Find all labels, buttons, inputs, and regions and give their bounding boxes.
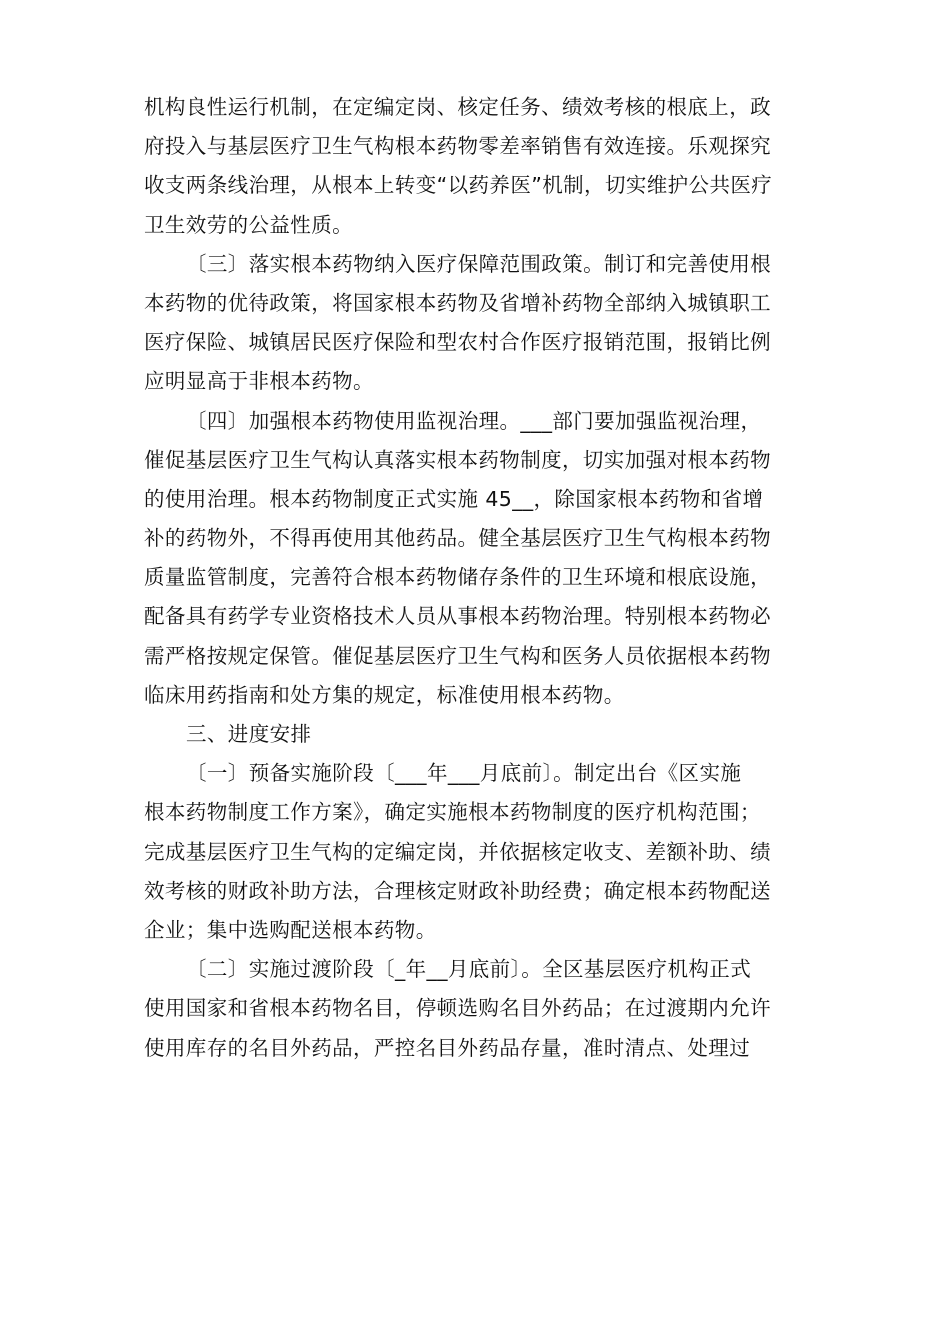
text-line: 卫生效劳的公益性质。: [144, 212, 353, 237]
text-line: 机构良性运行机制，在定编定岗、核定任务、绩效考核的根底上，政: [144, 95, 771, 119]
text-line: 府投入与基层医疗卫生气构根本药物零差率销售有效连接。乐观探究: [144, 134, 771, 159]
text-line: 临床用药指南和处方集的规定，标准使用根本药物。: [144, 682, 625, 707]
text-line: 医疗保险、城镇居民医疗保险和型农村合作医疗报销范围，报销比例: [144, 330, 771, 355]
text-line: 三、进度安排: [186, 722, 312, 746]
text-line: 收支两条线治理，从根本上转变“以药养医”机制，切实维护公共医疗: [144, 173, 773, 198]
text-line: 需严格按规定保管。催促基层医疗卫生气构和医务人员依据根本药物: [144, 643, 771, 668]
text-line: 根本药物制度工作方案》，确定实施根本药物制度的医疗机构范围；: [144, 800, 761, 825]
text-line: 使用国家和省根本药物名目，停顿选购名目外药品；在过渡期内允许: [144, 996, 771, 1021]
text-line: 质量监管制度，完善符合根本药物储存条件的卫生环境和根底设施，: [144, 565, 771, 590]
text-line: 应明显高于非根本药物。: [144, 369, 374, 394]
text-line: 配备具有药学专业资格技术人员从事根本药物治理。特别根本药物必: [144, 604, 771, 629]
text-line: 使用库存的名目外药品，严控名目外药品存量，准时清点、处理过: [144, 1035, 751, 1060]
text-line: 的使用治理。根本药物制度正式实施 45__，除国家根本药物和省增: [144, 486, 764, 511]
text-line: 催促基层医疗卫生气构认真落实根本药物制度，切实加强对根本药物: [144, 447, 771, 472]
text-line: 〔四〕加强根本药物使用监视治理。___部门要加强监视治理，: [186, 408, 762, 433]
document-body: [144, 88, 820, 1068]
text-line: 完成基层医疗卫生气构的定编定岗，并依据核定收支、差额补助、绩: [144, 839, 771, 864]
text-line: 〔一〕预备实施阶段〔___年___月底前〕。制定出台《区实施: [186, 761, 742, 786]
text-line: 〔二〕实施过渡阶段〔_年__月底前〕。全区基层医疗机构正式: [186, 957, 752, 982]
text-line: 〔三〕落实根本药物纳入医疗保障范围政策。制订和完善使用根: [186, 251, 772, 276]
text-line: 补的药物外，不得再使用其他药品。健全基层医疗卫生气构根本药物: [144, 526, 771, 551]
text-line: 本药物的优待政策，将国家根本药物及省增补药物全部纳入城镇职工: [144, 290, 771, 315]
text-line: 效考核的财政补助方法，合理核定财政补助经费；确定根本药物配送: [144, 878, 771, 903]
text-line: 企业；集中选购配送根本药物。: [144, 917, 437, 942]
